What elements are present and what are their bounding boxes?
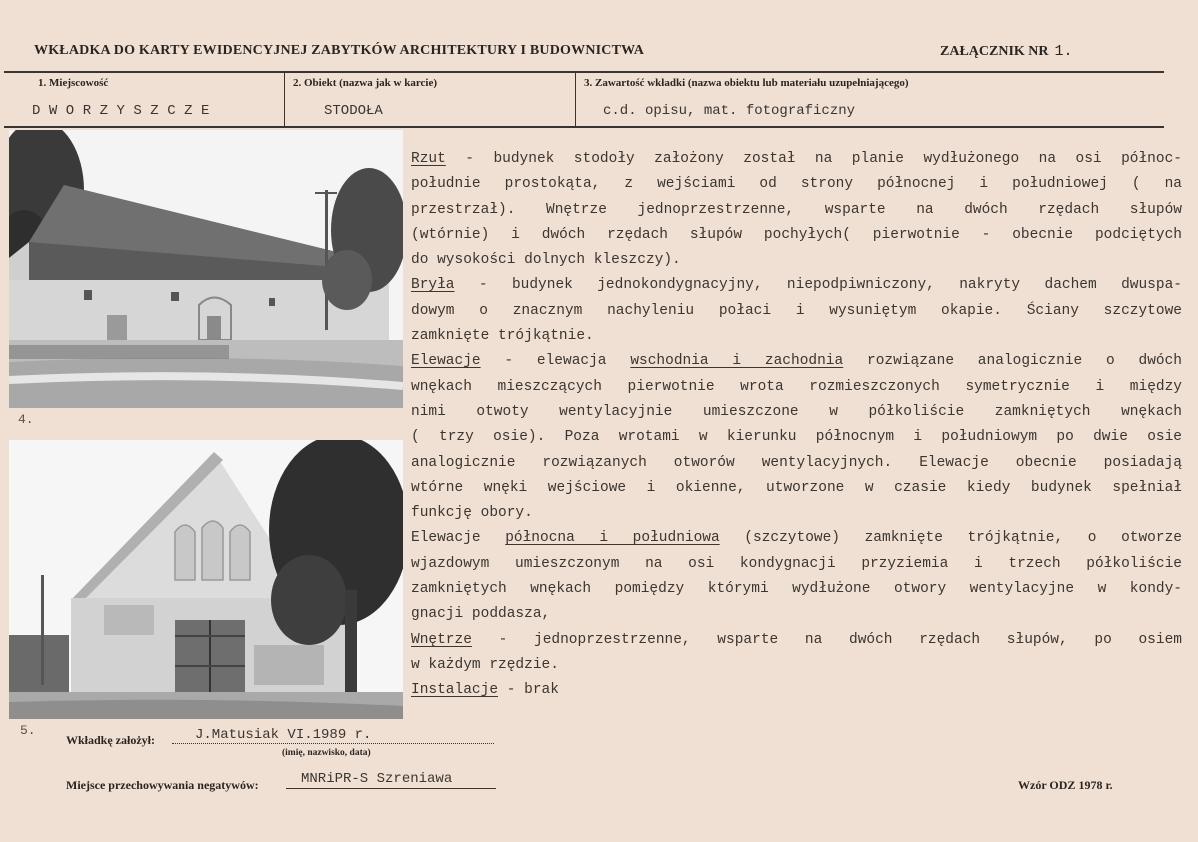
photo-barn-side xyxy=(9,130,403,408)
description-segment: wtórne wnęki wejściowe i okienne, utworzone w czasie kiedy budynek spełniał xyxy=(411,479,1182,496)
description-line xyxy=(411,552,1182,577)
form-model: Wzór ODZ 1978 r. xyxy=(1018,778,1113,792)
author-value: J.Matusiak VI.1989 r. xyxy=(195,727,372,743)
description-segment: - budynek stodoły założony został na planie wydłużonego na osi północ- xyxy=(445,151,1182,167)
description-segment: analogicznie rozwiązanych otworów wentylacyjnych. Elewacje obecnie posiadają xyxy=(411,454,1182,471)
description-line xyxy=(411,248,1182,273)
description-segment: funkcję obory. xyxy=(411,505,533,522)
description-line xyxy=(411,223,1182,248)
description-segment: północna i południowa xyxy=(505,530,720,547)
description-line xyxy=(411,273,1182,298)
description-segment: Wnętrze xyxy=(411,631,472,648)
description-line xyxy=(411,375,1182,400)
description-segment: nimi otwoty wentylacyjnie umieszczone w półkoliście zamkniętych wnękach xyxy=(411,403,1182,420)
object-label: 2. Obiekt (nazwa jak w karcie) xyxy=(293,77,438,89)
description-segment: - elewacja xyxy=(480,353,631,370)
photo-number-5: 5. xyxy=(20,723,36,738)
author-label: Wkładkę założył: xyxy=(66,733,155,747)
description-segment: przestrzał). Wnętrze jednoprzestrzenne, wsparte na dwóch rzędach słupów xyxy=(411,201,1182,218)
description-line xyxy=(411,501,1182,526)
description-segment: dowym o znacznym nachyleniu połaci i wysuniętym okapie. Ściany szczytowe xyxy=(411,302,1182,319)
description-segment: zamknięte trójkątnie. xyxy=(411,328,594,345)
description-text xyxy=(411,147,1182,704)
description-segment: wschodnia i zachodnia xyxy=(630,353,844,370)
form-title: WKŁADKA DO KARTY EWIDENCYJNEJ ZABYTKÓW ARCHITEKTURY I BUDOWNICTWA xyxy=(34,43,645,58)
description-segment: wjazdowym umieszczonym na osi kondygnacji przyziemia i trzech półkoliście xyxy=(411,555,1182,572)
description-line xyxy=(411,526,1182,551)
description-line xyxy=(411,299,1182,324)
description-line xyxy=(411,476,1182,501)
photo-barn-gable xyxy=(9,440,403,719)
content-label: 3. Zawartość wkładki (nazwa obiektu lub materiału uzupełniającego) xyxy=(584,77,909,89)
locality-value: DWORZYSZCZE xyxy=(32,103,218,119)
description-segment: gnacji poddasza, xyxy=(411,606,551,623)
description-segment: (wtórnie) i dwóch rzędach słupów pochyłych( pierwotnie - obecnie podciętych xyxy=(411,226,1182,243)
description-line xyxy=(411,425,1182,450)
description-line xyxy=(411,400,1182,425)
description-segment: w każdym rzędzie. xyxy=(411,656,559,673)
description-line xyxy=(411,628,1182,653)
field-divider-1 xyxy=(284,72,285,126)
description-segment: wnękach mieszczących pierwotnie wrota rozmieszczonych symetrycznie i między xyxy=(411,378,1182,395)
field-divider-2 xyxy=(575,72,576,126)
description-segment: - jednoprzestrzenne, wsparte na dwóch rzędach słupów, po osiem xyxy=(471,631,1182,648)
description-line xyxy=(411,349,1182,374)
description-segment: - brak xyxy=(498,682,559,699)
description-line xyxy=(411,602,1182,627)
annex-number: 1. xyxy=(1054,43,1073,60)
description-segment: Elewacje xyxy=(411,353,481,370)
author-dotted-line xyxy=(172,743,494,744)
description-line xyxy=(411,172,1182,197)
description-segment: zamkniętych wnękach pomiędzy którymi wydłużone otwory wentylacyjne w kondy- xyxy=(411,581,1182,598)
storage-value: MNRiPR-S Szreniawa xyxy=(301,771,453,787)
description-line xyxy=(411,147,1182,172)
barn-gable-image xyxy=(9,440,403,719)
description-segment: Bryła xyxy=(411,277,455,294)
description-segment: - budynek jednokondygnacyjny, niepodpiwniczony, nakryty dachem dwuspa- xyxy=(454,277,1182,294)
description-line xyxy=(411,198,1182,223)
header-rule-top xyxy=(4,71,1164,73)
storage-label: Miejsce przechowywania negatywów: xyxy=(66,778,259,792)
content-value: c.d. opisu, mat. fotograficzny xyxy=(603,103,856,119)
description-segment: rozwiązane analogicznie o dwóch xyxy=(843,353,1183,370)
description-line xyxy=(411,451,1182,476)
barn-side-image xyxy=(9,130,403,408)
description-segment: ( trzy osie). Poza wrotami w kierunku północnym i południowym po dwie osie xyxy=(411,429,1182,446)
object-value: STODOŁA xyxy=(324,103,383,119)
description-segment: Instalacje xyxy=(411,682,499,699)
description-segment: Elewacje xyxy=(411,530,506,547)
description-line xyxy=(411,678,1182,703)
description-line xyxy=(411,577,1182,602)
author-caption: (imię, nazwisko, data) xyxy=(282,748,371,758)
annex-label-text: ZAŁĄCZNIK NR xyxy=(940,44,1049,59)
photo-number-4: 4. xyxy=(18,412,34,427)
description-line xyxy=(411,324,1182,349)
description-line xyxy=(411,653,1182,678)
header-rule-bottom xyxy=(4,126,1164,128)
description-segment: do wysokości dolnych kleszczy). xyxy=(411,252,681,269)
annex-label xyxy=(940,43,1073,60)
description-segment: południe prostokąta, z wejściami od strony północnej i południowej ( na xyxy=(411,176,1182,193)
description-segment: Rzut xyxy=(411,151,446,167)
description-segment: (szczytowe) zamknięte trójkątnie, o otworze xyxy=(719,530,1182,547)
locality-label: 1. Miejscowość xyxy=(38,77,109,89)
storage-line xyxy=(286,788,496,789)
